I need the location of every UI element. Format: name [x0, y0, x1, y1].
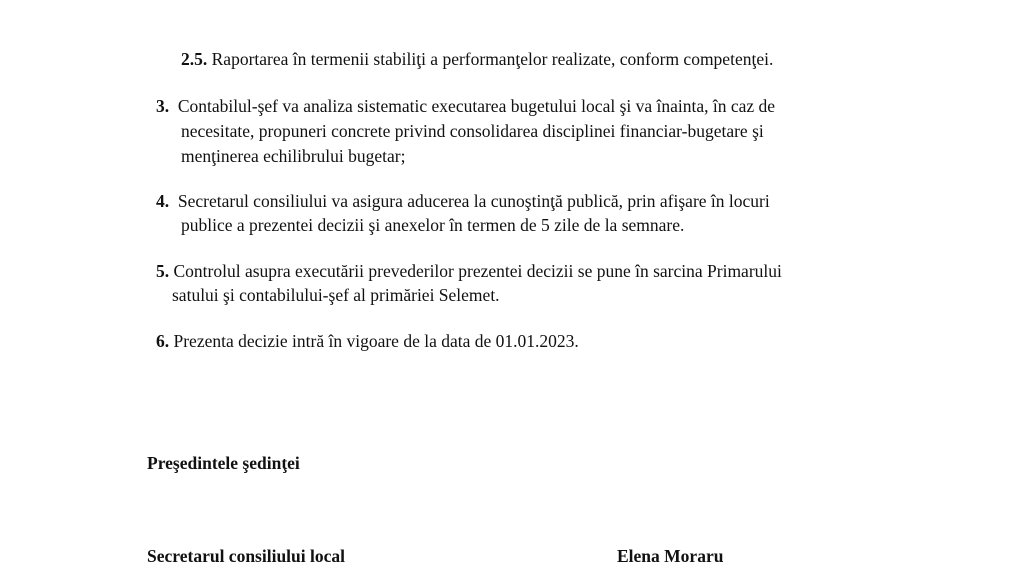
- clause-text: Raportarea în termenii stabiliţi a performanţelor realizate, conform competenţei.: [211, 49, 774, 69]
- clause-text: Contabilul-şef va analiza sistematic executarea bugetului local şi va înainta, în caz de: [177, 96, 776, 116]
- clause-number: 5.: [156, 261, 170, 281]
- secretary-name: Elena Moraru: [617, 546, 724, 566]
- clause-number: 6.: [156, 331, 170, 351]
- clause-3-line-3: menţinerea echilibrului bugetar;: [181, 146, 406, 166]
- clause-2-5: [181, 51, 773, 69]
- clause-text: Secretarul consiliului va asigura aducerea la cunoştinţă publică, prin afişare în locuri: [177, 191, 770, 211]
- clause-3-line-1: [156, 98, 775, 116]
- clause-3-line-2: necesitate, propuneri concrete privind consolidarea disciplinei financiar-bugetare şi: [181, 121, 764, 141]
- clause-number: 4.: [156, 191, 170, 211]
- clause-5-line-2: satului şi contabilului-şef al primăriei Selemet.: [172, 285, 500, 305]
- clause-4-line-2: publice a prezentei decizii şi anexelor în termen de 5 zile de la semnare.: [181, 215, 685, 235]
- chair-title: Preşedintele şedinţei: [147, 453, 300, 473]
- clause-text: Controlul asupra executării prevederilor prezentei decizii se pune în sarcina Primarului: [173, 261, 782, 281]
- secretary-title: Secretarul consiliului local: [147, 546, 346, 566]
- clause-number: 3.: [156, 96, 170, 116]
- clause-text: Prezenta decizie intră în vigoare de la data de 01.01.2023.: [173, 331, 579, 351]
- clause-4-line-1: [156, 193, 770, 211]
- clause-number: 2.5.: [181, 49, 208, 69]
- clause-5-line-1: [156, 263, 782, 281]
- clause-6: [156, 333, 579, 351]
